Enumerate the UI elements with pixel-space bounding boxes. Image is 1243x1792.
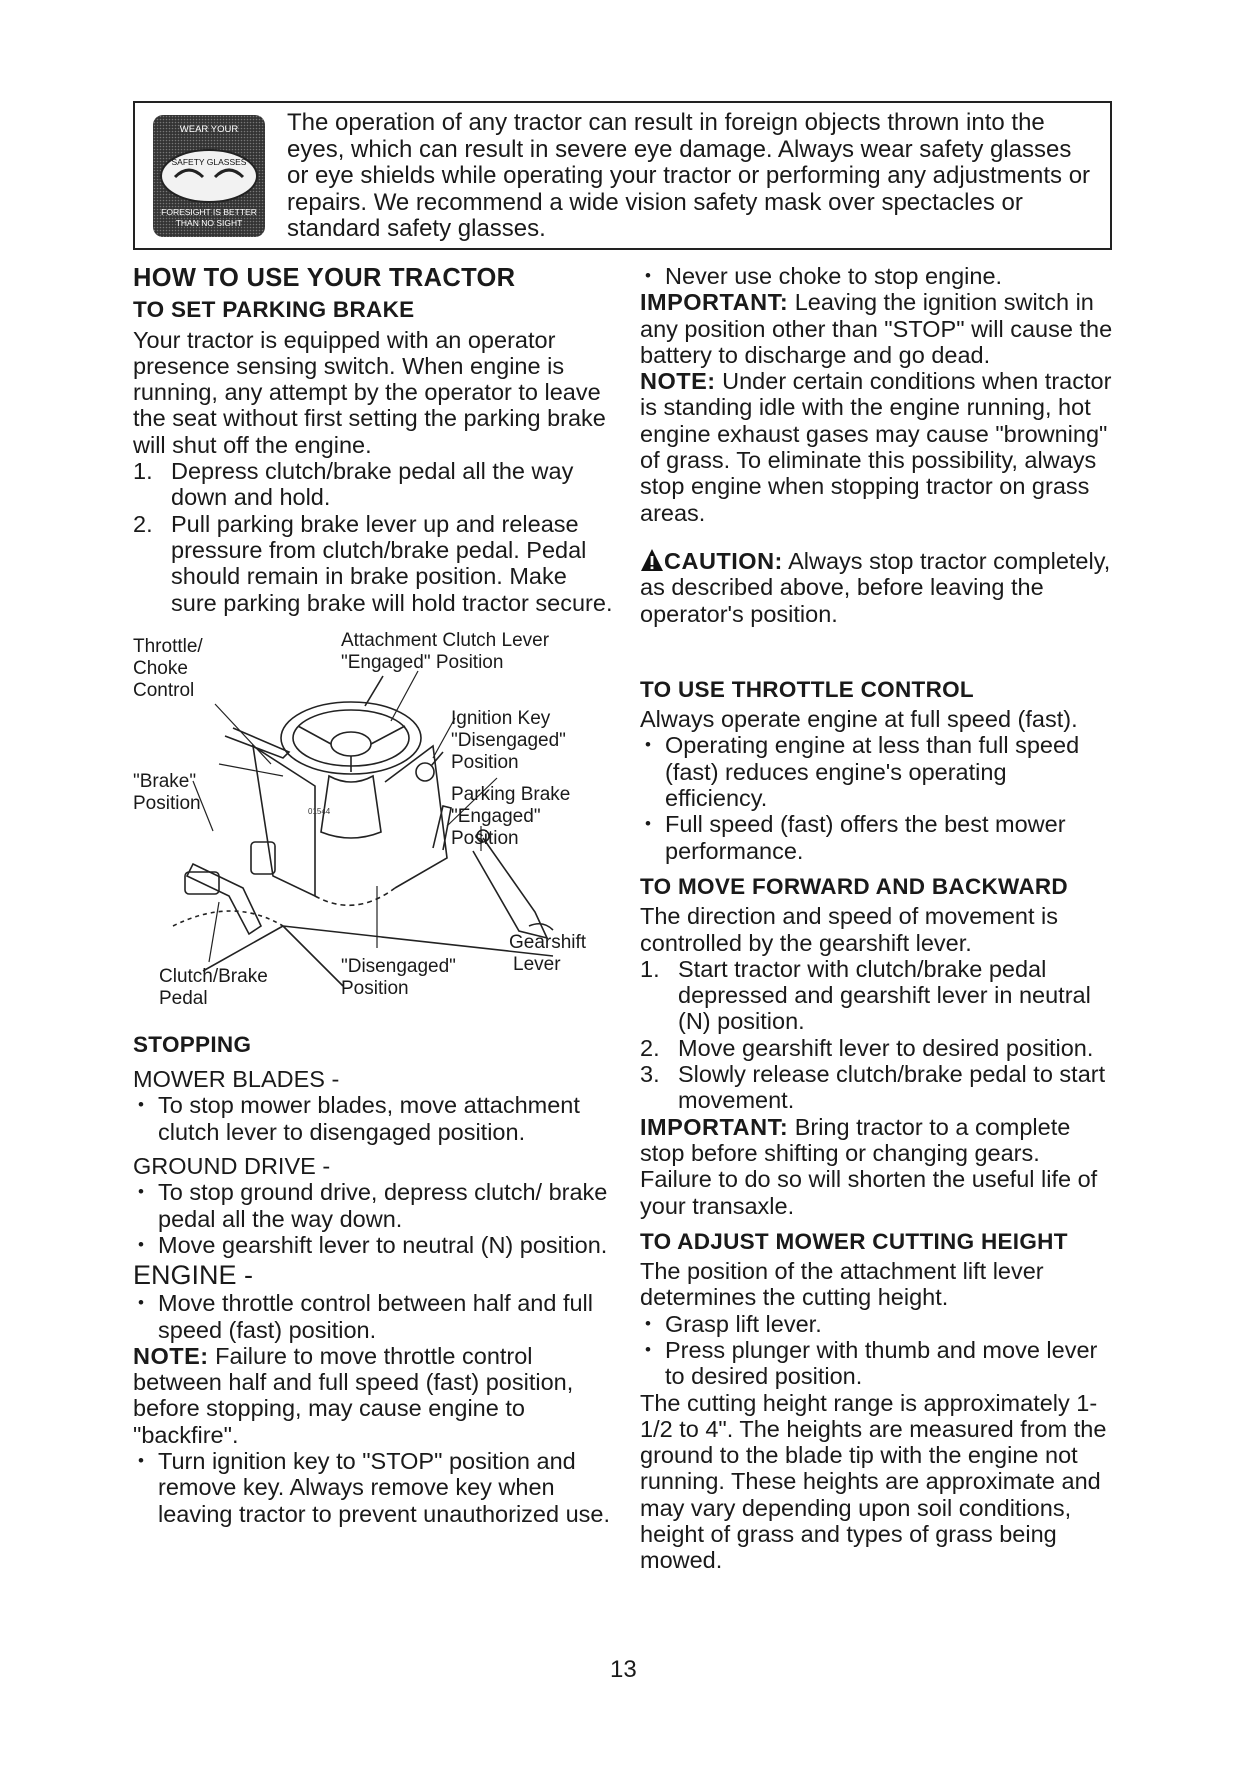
step-text: Slowly release clutch/brake pedal to start movement. <box>678 1061 1106 1114</box>
step-number: 2. <box>640 1034 660 1061</box>
list-item: • Operating engine at less than full speed (fast) reduces engine's operating efficiency. <box>640 732 1115 811</box>
label-line: Position <box>341 977 409 999</box>
note-text: Failure to move throttle control between half and full speed (fast) position, before stopping, may cause engine to "backfire". <box>133 1342 574 1448</box>
list-item: • Full speed (fast) offers the best mower performance. <box>640 811 1115 864</box>
page-number: 13 <box>610 1656 637 1683</box>
ignition-list <box>133 1448 613 1527</box>
label-line: Pedal <box>159 987 208 1009</box>
step-text: Depress clutch/brake pedal all the way down and hold. <box>171 458 574 511</box>
label-throttle-choke-control <box>133 636 203 702</box>
list-item: • Press plunger with thumb and move lever to desired position. <box>640 1337 1115 1390</box>
label-line: "Engaged" <box>451 805 541 827</box>
important-label: IMPORTANT: <box>640 289 789 316</box>
throttle-intro: Always operate engine at full speed (fast). <box>640 706 1078 733</box>
list-item: • Move gearshift lever to neutral (N) position. <box>133 1232 613 1258</box>
left-column <box>133 263 613 1527</box>
label-parking-brake <box>451 784 570 850</box>
cutting-height-heading: TO ADJUST MOWER CUTTING HEIGHT <box>640 1228 1068 1254</box>
note-label: NOTE: <box>133 1342 209 1369</box>
stopping-heading: STOPPING <box>133 1031 252 1057</box>
list-item: • Turn ignition key to "STOP" position and remove key. Always remove key when leaving tractor to prevent unauthorized use. <box>133 1448 613 1527</box>
important-text: Bring tractor to a complete stop before shifting or changing gears. Failure to do so will shorten the useful life of your transaxle. <box>640 1113 1098 1219</box>
label-line: Lever <box>513 953 561 975</box>
parking-brake-intro: Your tractor is equipped with an operator presence sensing switch. When engine is running, any attempt by the operator to leave the seat without first setting the parking brake will shut off the engine. <box>133 326 606 458</box>
label-line: "Engaged" Position <box>341 651 504 673</box>
label-disengaged-position <box>341 956 456 1000</box>
tractor-controls-figure <box>133 626 613 1026</box>
label-brake-position <box>133 771 201 815</box>
badge-text-line: SAFETY GLASSES <box>171 157 247 167</box>
badge-text-line: WEAR YOUR <box>179 124 239 135</box>
stopping-note <box>133 1343 613 1448</box>
move-steps <box>640 956 1115 1114</box>
label-line: "Brake" <box>133 770 197 792</box>
important-gears <box>640 1114 1115 1219</box>
move-heading: TO MOVE FORWARD AND BACKWARD <box>640 873 1068 899</box>
list-item: • Move throttle control between half and full speed (fast) position. <box>133 1290 613 1343</box>
label-line: Gearshift <box>509 931 587 953</box>
mower-blades-title: MOWER BLADES - <box>133 1066 340 1093</box>
label-line: "Disengaged" <box>451 729 566 751</box>
figure-code: 01544 <box>308 806 331 816</box>
note-text: Under certain conditions when tractor is standing idle with the engine running, hot engine exhaust gases may cause "browning" of grass. To eliminate this possibility, always stop engine when stopping tractor on grass areas. <box>640 368 1112 526</box>
label-ignition-key <box>451 708 566 774</box>
engine-title: ENGINE - <box>133 1260 254 1291</box>
caution-text: Always stop tractor completely, as described above, before leaving the operator's position. <box>640 547 1111 627</box>
throttle-heading: TO USE THROTTLE CONTROL <box>640 676 974 702</box>
caution-label: CAUTION: <box>664 547 783 574</box>
list-item: • To stop mower blades, move attachment clutch lever to disengaged position. <box>133 1092 613 1145</box>
banner-text: The operation of any tractor can result in foreign objects thrown into the eyes, which can result in severe eye damage. Always wear safety glasses or eye shields while operating your tractor or performing any adjustments or repairs. We recommend a wide vision safety mask over spectacles or standard safety glasses. <box>287 109 1091 242</box>
badge-text-line: FORESIGHT IS BETTER <box>161 207 257 217</box>
list-item: • To stop ground drive, depress clutch/ brake pedal all the way down. <box>133 1179 613 1232</box>
right-column <box>640 263 1115 1574</box>
engine-list <box>133 1290 613 1343</box>
section-title: HOW TO USE YOUR TRACTOR <box>133 264 516 292</box>
throttle-list <box>640 732 1115 863</box>
note-label: NOTE: <box>640 368 716 395</box>
safety-glasses-badge-icon <box>153 115 265 237</box>
step-number: 1. <box>133 458 153 485</box>
label-line: Attachment Clutch Lever <box>341 629 550 651</box>
important-label: IMPORTANT: <box>640 1113 789 1140</box>
parking-brake-steps <box>133 458 613 616</box>
caution-warning-icon <box>640 548 664 572</box>
mower-blades-list <box>133 1092 613 1145</box>
browning-note <box>640 368 1115 526</box>
label-line: Choke <box>133 657 188 679</box>
parking-brake-heading: TO SET PARKING BRAKE <box>133 297 415 323</box>
move-intro: The direction and speed of movement is controlled by the gearshift lever. <box>640 903 1059 956</box>
list-item: • Never use choke to stop engine. <box>640 263 1115 289</box>
important-text: Leaving the ignition switch in any position other than "STOP" will cause the battery to discharge and go dead. <box>640 289 1113 368</box>
label-gearshift-lever <box>509 932 586 976</box>
cutting-intro: The position of the attachment lift lever determines the cutting height. <box>640 1258 1044 1311</box>
cutting-list <box>640 1311 1115 1390</box>
list-item <box>133 511 613 616</box>
important-ignition <box>640 289 1115 368</box>
label-line: Position <box>451 827 519 849</box>
label-line: Control <box>133 679 195 701</box>
label-line: "Disengaged" <box>341 955 456 977</box>
step-text: Pull parking brake lever up and release pressure from clutch/brake pedal. Pedal should remain in brake position. Make sure parking brake will hold tractor secure. <box>171 510 613 616</box>
list-item <box>640 1035 1115 1061</box>
label-clutch-brake-pedal <box>159 966 268 1010</box>
label-line: Parking Brake <box>451 783 571 805</box>
ground-drive-title: GROUND DRIVE - <box>133 1153 331 1180</box>
caution-notice <box>640 548 1115 627</box>
list-item <box>133 458 613 511</box>
cutting-outro: The cutting height range is approximately 1-1/2 to 4". The heights are measured from the ground to the blade tip with the engine not running. These heights are approximate and may vary depending upon soil conditions, height of grass and types of grass being mowed. <box>640 1389 1107 1574</box>
label-attachment-clutch-lever <box>341 630 549 674</box>
ground-drive-list <box>133 1179 613 1258</box>
label-line: Throttle/ <box>133 635 203 657</box>
list-item: • Grasp lift lever. <box>640 1311 1115 1337</box>
label-line: Position <box>451 751 519 773</box>
step-number: 2. <box>133 510 153 537</box>
label-line: Ignition Key <box>451 707 551 729</box>
label-line: Position <box>133 792 201 814</box>
step-number: 1. <box>640 955 660 982</box>
choke-list <box>640 263 1115 289</box>
safety-warning-banner <box>133 101 1112 250</box>
step-text: Move gearshift lever to desired position. <box>678 1034 1094 1061</box>
list-item <box>640 956 1115 1035</box>
label-line: Clutch/Brake <box>159 965 268 987</box>
badge-text-line: THAN NO SIGHT <box>175 218 243 228</box>
step-text: Start tractor with clutch/brake pedal depressed and gearshift lever in neutral (N) position. <box>678 955 1091 1035</box>
list-item <box>640 1061 1115 1114</box>
step-number: 3. <box>640 1061 660 1088</box>
